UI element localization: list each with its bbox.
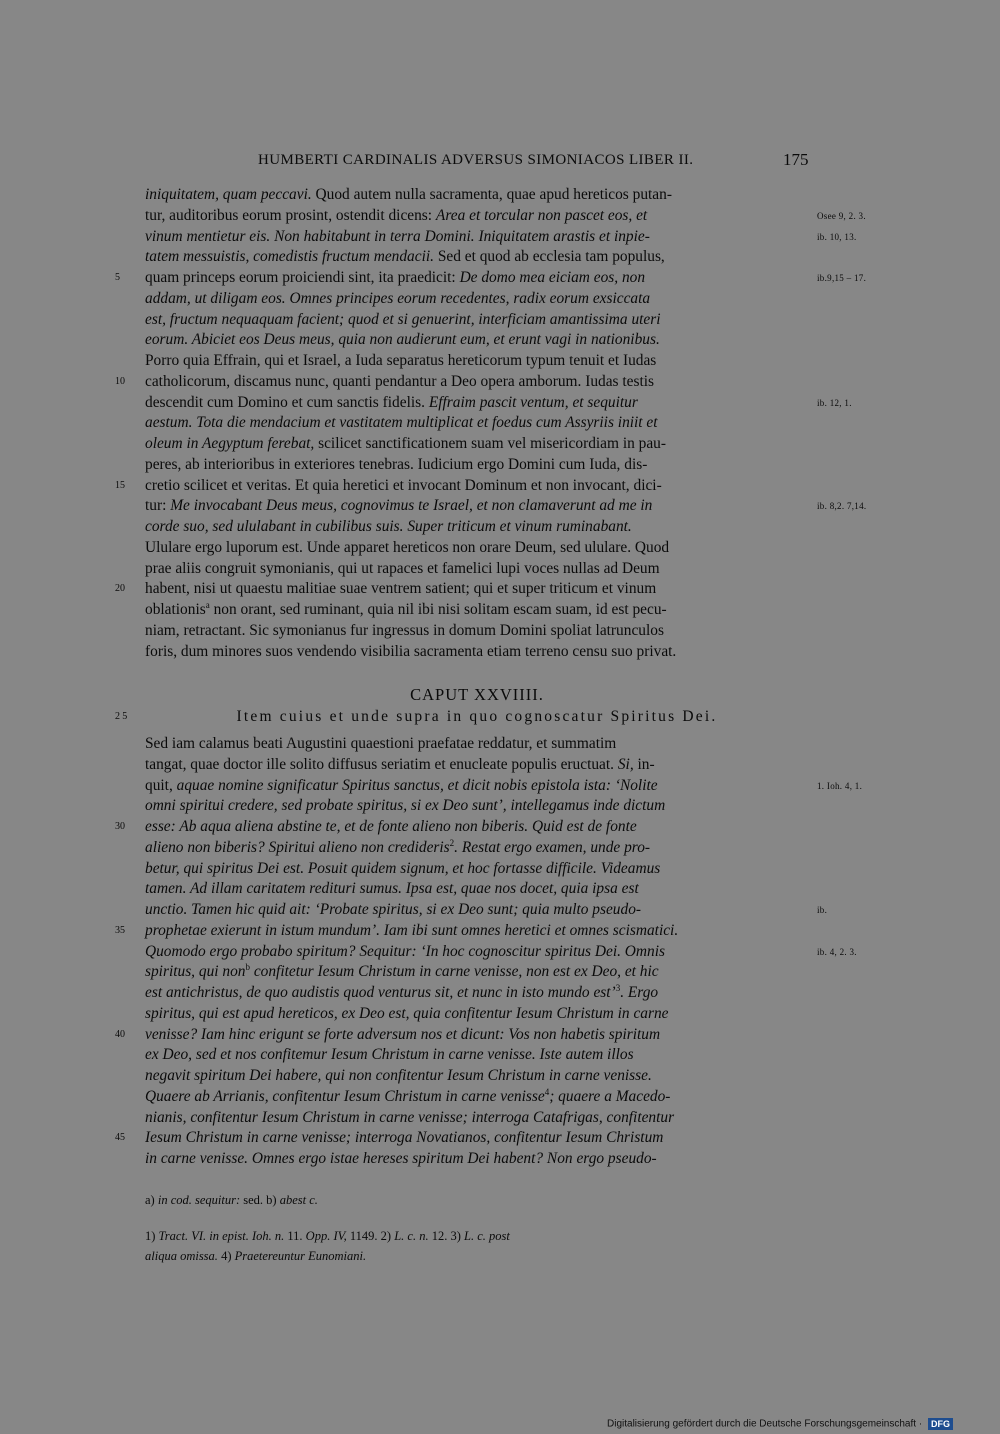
line-number: 35 — [115, 924, 125, 936]
text-line — [145, 330, 809, 351]
text-line — [145, 734, 809, 755]
text-segment: catholicorum, discamus nunc, quanti pendantur a Deo opera amborum. Iudas testis — [145, 372, 655, 390]
text-line — [145, 559, 809, 580]
note-line — [145, 1190, 809, 1210]
text-segment: prae aliis congruit symonianis, qui ut rapaces et famelici lupi voces nullas ad Deum — [145, 559, 660, 577]
footnotes — [145, 1226, 809, 1266]
text-segment: aliqua omissa. — [145, 1249, 218, 1263]
text-line — [145, 455, 809, 476]
text-segment: aquae nomine significatur Spiritus sanctus, et dicit nobis epistola ista: ‘Nolite — [176, 776, 658, 794]
text-segment: oblationis — [145, 601, 206, 618]
margin-reference: ib. 12, 1. — [817, 397, 852, 408]
text-segment: Sed iam calamus beati Augustini quaestioni praefatae reddatur, et summatim — [145, 735, 617, 752]
text-segment: est antichristus, de quo audistis quod venturus sit, et nunc in isto mundo est’ — [145, 984, 616, 1001]
text-segment: peres, ab interioribus in exteriores tenebras. Iudicium ergo Domini cum Iuda, dis- — [145, 455, 648, 473]
text-segment: spiritus, qui est apud hereticos, ex Deo est, quia confitentur Iesum Christum in carne — [145, 1004, 669, 1022]
text-line — [145, 755, 809, 776]
text-line — [115, 817, 809, 838]
text-segment: in- — [633, 755, 655, 773]
footnote-marker: b — [245, 962, 250, 973]
footnote-marker: a — [205, 599, 210, 610]
text-line — [115, 1128, 809, 1149]
text-line — [145, 838, 809, 859]
text-segment: Tract. VI. in epist. Ioh. n. — [158, 1229, 285, 1243]
text-segment: scilicet sanctificationem suam vel misericordiam in pau- — [314, 435, 666, 452]
text-segment: Quomodo ergo probabo spiritum? Sequitur: ‘In hoc cognoscitur spiritus Dei. Omnis — [145, 942, 665, 960]
footer-text: Digitalisierung gefördert durch die Deutsche Forschungsgemeinschaft — [607, 1418, 917, 1430]
text-segment: Sed et quod ab ecclesia tam populus, — [433, 248, 665, 266]
text-line — [145, 1149, 809, 1170]
text-segment: Si, — [617, 755, 634, 773]
chapter-subtitle — [115, 706, 809, 728]
text-segment: corde suo, sed ululabant in cubilibus suis. Super triticum et vinum ruminabant. — [145, 518, 632, 535]
line-number: 40 — [115, 1028, 125, 1040]
text-line — [145, 859, 809, 880]
text-line — [145, 393, 852, 414]
text-segment: tangat, quae doctor ille solito diffusus seriatim et enucleate populis eructuat. — [145, 755, 618, 773]
text-segment: betur, qui spiritus Dei est. Posuit quidem signum, et hoc fortasse difficile. Videamus — [145, 859, 661, 877]
text-line — [145, 1066, 809, 1087]
page-header — [0, 152, 1000, 176]
text-segment: cretio scilicet et veritas. Et quia heretici et invocant Dominum et non invocant, dici- — [145, 476, 662, 494]
text-segment: iniquitatem, quam peccavi. — [145, 186, 312, 203]
text-line — [145, 1045, 809, 1066]
text-segment: Area et torcular non pascet eos, et — [435, 206, 648, 224]
chapter-subtitle-text: Item cuius et unde supra in quo cognoscatur Spiritus Dei. — [236, 708, 718, 725]
critical-apparatus — [145, 1190, 809, 1210]
text-segment: tur, auditoribus eorum prosint, ostendit dicens: — [145, 206, 436, 224]
text-segment: Opp. IV, — [305, 1229, 347, 1243]
margin-reference: ib. 8,2. 7,14. — [817, 501, 867, 512]
digitization-footer: Digitalisierung gefördert durch die Deutsche Forschungsgemeinschaft · DFG — [607, 1418, 953, 1432]
text-segment: 11. — [284, 1229, 306, 1243]
text-line — [145, 900, 828, 921]
line-number: 25 — [115, 711, 130, 722]
text-line — [145, 185, 809, 206]
text-line — [115, 579, 809, 600]
text-line — [145, 796, 809, 817]
margin-reference: ib. 4, 2. 3. — [817, 946, 857, 957]
text-segment: 4) — [217, 1249, 235, 1263]
text-line — [145, 776, 863, 797]
text-segment: De domo mea eiciam eos, non — [459, 269, 646, 286]
text-segment: abest c. — [279, 1193, 318, 1207]
text-segment: esse: Ab aqua aliena abstine te, et de fonte alieno non biberis. Quid est de fonte — [145, 818, 637, 835]
chapter-text-block — [115, 734, 863, 1170]
text-segment: 1) — [145, 1229, 159, 1243]
text-line — [145, 206, 866, 227]
text-line — [145, 642, 809, 663]
text-segment: tur: — [145, 497, 171, 515]
text-line — [145, 289, 809, 310]
text-line — [145, 538, 809, 559]
text-line — [145, 983, 809, 1004]
text-segment: sed. b) — [240, 1193, 280, 1207]
line-number: 30 — [115, 821, 125, 832]
margin-reference: ib. 10, 13. — [817, 231, 857, 242]
footnote-marker: 2 — [449, 837, 455, 848]
text-line — [145, 517, 809, 538]
text-segment: Quaere ab Arrianis, confitentur Iesum Christum in carne venisse — [145, 1087, 545, 1105]
text-line — [115, 476, 809, 497]
text-segment: est, fructum nequaquam facient; quod et si genuerint, interficiam amantissima uteri — [145, 310, 661, 328]
text-line — [145, 600, 809, 621]
text-segment: L. c. post — [464, 1229, 510, 1243]
text-segment: addam, ut diligam eos. Omnes principes eorum recedentes, radix eorum exsiccata — [145, 289, 651, 307]
text-segment: spiritus, qui non — [145, 963, 246, 981]
text-line — [145, 879, 809, 900]
text-segment: foris, dum minores suos vendendo visibilia sacramenta etiam terreno censu suo privat. — [145, 642, 677, 660]
text-line — [145, 1087, 809, 1108]
text-segment: . Ergo — [620, 984, 659, 1001]
chapter-title: CAPUT XXVIIII. — [410, 685, 544, 704]
text-line — [115, 1025, 809, 1046]
text-line — [145, 942, 857, 963]
text-segment: habent, nisi ut quaestu malitiae suae ventrem satient; qui et super triticum et vinum — [145, 580, 657, 598]
text-segment: 1149. 2) — [346, 1229, 395, 1243]
text-segment: eorum. Abiciet eos Deus meus, quia non audierunt eum, et erunt vagi in nationibus. — [145, 331, 660, 349]
text-segment: quit, — [145, 776, 177, 794]
main-text-block — [115, 185, 867, 662]
line-number: 15 — [115, 479, 125, 491]
footnote-marker: 3 — [615, 982, 621, 993]
text-line — [145, 962, 809, 983]
text-segment: 12. 3) — [428, 1229, 465, 1243]
margin-reference: Osee 9, 2. 3. — [817, 210, 866, 221]
text-line — [145, 434, 809, 455]
text-segment: unctio. Tamen hic quid ait: ‘Probate spiritus, si ex Deo sunt; quia multo pseudo- — [145, 901, 642, 918]
text-segment: non orant, sed ruminant, quia nil ibi nisi solitam escam suam, id est pecu- — [209, 601, 667, 618]
text-segment: prophetae exierunt in istum mundum’. Iam ibi sunt omnes heretici et omnes scismatici. — [145, 921, 679, 939]
text-line — [115, 372, 809, 393]
text-line — [145, 1108, 809, 1129]
margin-reference: ib. — [817, 905, 828, 915]
text-line — [115, 921, 809, 942]
dfg-logo-icon: DFG — [928, 1418, 953, 1430]
text-segment: L. c. n. — [394, 1229, 429, 1243]
text-line — [145, 351, 809, 372]
text-segment: negavit spiritum Dei habere, qui non confitentur Iesum Christum in carne venisse. — [145, 1067, 652, 1084]
text-segment: confitetur Iesum Christum in carne venisse, non est ex Deo, et hic — [249, 963, 659, 981]
text-line — [145, 247, 809, 268]
text-line — [145, 227, 857, 248]
text-segment: . Restat ergo examen, unde pro- — [454, 838, 651, 856]
text-segment: ex Deo, sed et nos confitemur Iesum Christum in carne venisse. Iste autem illos — [145, 1046, 634, 1064]
text-segment: aestum. Tota die mendacium et vastitatem multiplicat et foedus cum Assyriis iniit et — [145, 414, 658, 432]
text-line — [145, 310, 809, 331]
text-line — [145, 413, 809, 434]
text-segment: Porro quia Effrain, qui et Israel, a Iuda separatus hereticorum typum tenuit et Iudas — [145, 352, 657, 369]
text-segment: descendit cum Domino et cum sanctis fidelis. — [145, 393, 429, 411]
text-segment: omni spiritui credere, sed probate spiritus, si ex Deo sunt’, intellegamus inde dictum — [145, 797, 666, 815]
text-segment: Praetereuntur Eunomiani. — [234, 1249, 367, 1263]
text-line — [145, 496, 867, 517]
footnote-marker: 4 — [544, 1086, 550, 1097]
margin-reference: ib.9,15 – 17. — [817, 273, 867, 283]
text-segment: Quod autem nulla sacramenta, quae apud hereticos putan- — [311, 186, 672, 203]
line-number: 45 — [115, 1132, 125, 1144]
chapter-heading — [115, 684, 809, 728]
text-segment: in carne venisse. Omnes ergo istae hereses spiritum Dei habent? Non ergo pseudo- — [145, 1150, 657, 1167]
line-number: 5 — [115, 272, 120, 283]
text-line — [145, 1004, 809, 1025]
note-line — [145, 1246, 809, 1266]
text-segment: vinum mentietur eis. Non habitabunt in terra Domini. Iniquitatem arastis et inpie- — [145, 227, 650, 245]
running-title: HUMBERTI CARDINALIS ADVERSUS SIMONIACOS LIBER II. — [258, 152, 694, 168]
text-segment: tatem messuistis, comedistis fructum mendacii. — [145, 248, 434, 266]
text-segment: in cod. sequitur: — [157, 1193, 241, 1207]
text-segment: alieno non biberis? Spiritui alieno non credideris — [145, 838, 450, 856]
text-segment: nianis, confitentur Iesum Christum in carne venisse; interroga Catafrigas, confitentur — [145, 1108, 675, 1126]
line-number: 10 — [115, 375, 125, 387]
text-segment: ; quaere a Macedo- — [549, 1087, 671, 1105]
margin-reference: 1. Ioh. 4, 1. — [817, 780, 863, 791]
text-segment: oleum in Aegyptum ferebat, — [145, 435, 315, 452]
text-segment: quam princeps eorum proiciendi sint, ita praedicit: — [145, 269, 460, 286]
text-segment: a) — [145, 1193, 158, 1207]
text-segment: Me invocabant Deus meus, cognovimus te Israel, et non clamaverunt ad me in — [170, 497, 653, 515]
text-segment: niam, retractant. Sic symonianus fur ingressus in domum Domini spoliat latrunculos — [145, 621, 664, 639]
note-line — [145, 1226, 809, 1246]
text-segment: Iesum Christum in carne venisse; interroga Novatianos, confitentur Iesum Christum — [145, 1129, 664, 1147]
text-segment: Effraim pascit ventum, et sequitur — [428, 393, 638, 411]
text-line — [115, 268, 867, 289]
line-number: 20 — [115, 583, 125, 595]
text-segment: venisse? Iam hinc erigunt se forte adversum nos et dicunt: Vos non habetis spiritum — [145, 1025, 661, 1043]
text-segment: Ululare ergo luporum est. Unde apparet hereticos non orare Deum, sed ululare. Quod — [145, 538, 670, 556]
text-segment: tamen. Ad illam caritatem redituri sumus. Ipsa est, quae nos docet, quia ipsa est — [145, 880, 639, 898]
text-line — [145, 621, 809, 642]
page-number: 175 — [783, 150, 809, 169]
